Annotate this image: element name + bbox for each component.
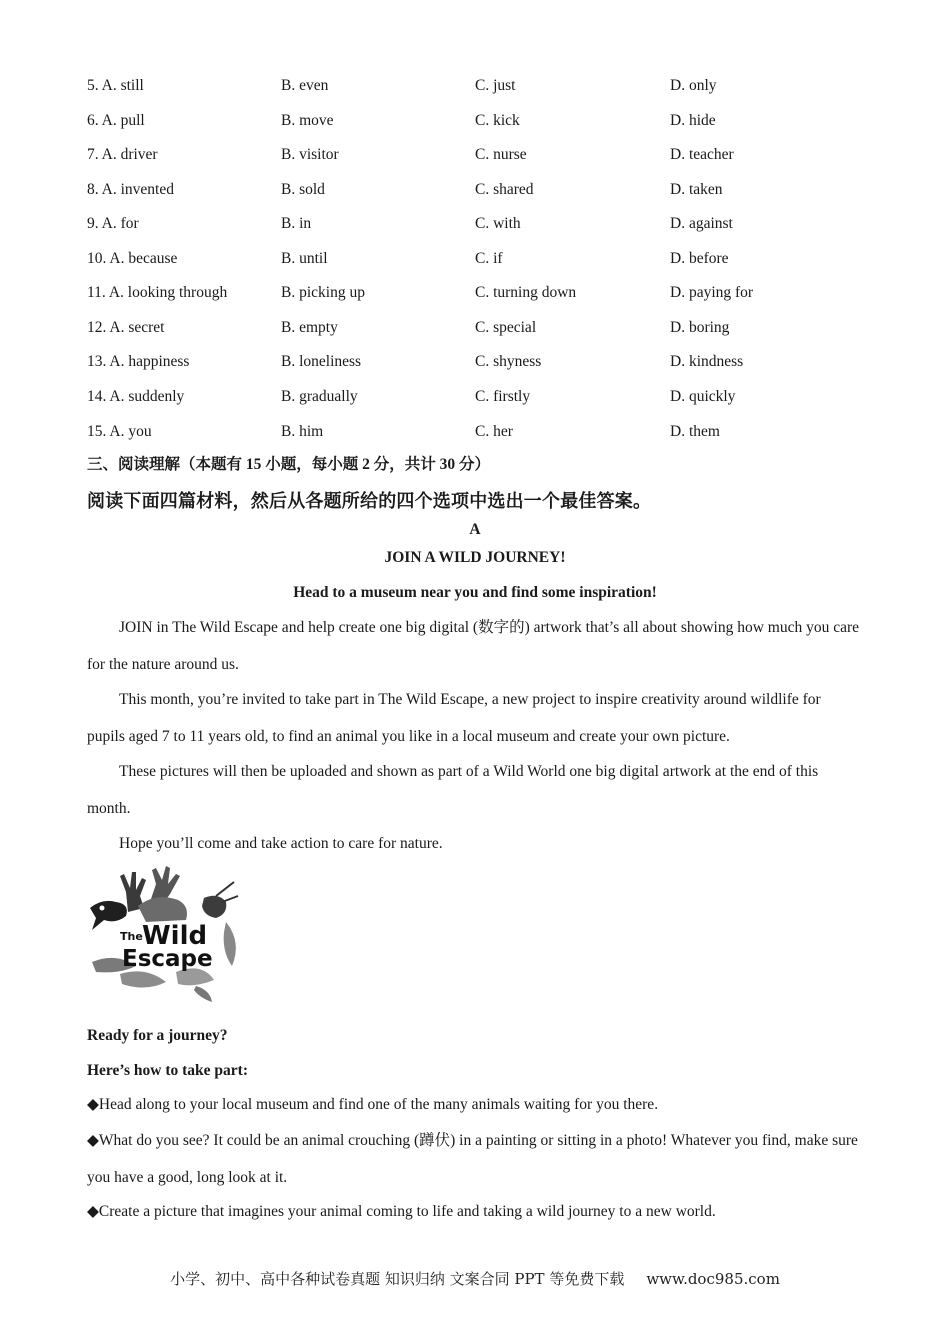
footer-text: 小学、初中、高中各种试卷真题 知识归纳 文案合同 PPT 等免费下载: [170, 1270, 625, 1288]
option-choice: D. paying for: [670, 284, 754, 301]
option-choice: B. picking up: [281, 284, 365, 301]
option-choice: 15. A. you: [87, 423, 152, 440]
option-choice: D. boring: [670, 319, 730, 336]
option-choice: C. special: [475, 319, 537, 336]
option-choice: 8. A. invented: [87, 181, 174, 198]
paragraph-3-text: These pictures will then be uploaded and shown as part of a Wild World one big digital artwork at the end of this month.: [87, 763, 819, 817]
option-choice: B. sold: [281, 181, 325, 198]
option-choice: D. teacher: [670, 146, 734, 163]
ready-heading: Ready for a journey?: [87, 1027, 228, 1044]
option-choice: B. gradually: [281, 388, 358, 405]
option-choice: B. visitor: [281, 146, 339, 163]
paragraph-1-text: JOIN in The Wild Escape and help create one big digital (数字的) artwork that’s all about showing how much you care for the nature around us.: [87, 619, 860, 673]
option-choice: 6. A. pull: [87, 112, 145, 129]
option-choice: C. firstly: [475, 388, 531, 405]
passage-subtitle: Head to a museum near you and find some inspiration!: [293, 584, 657, 601]
option-choice: 5. A. still: [87, 77, 144, 94]
svg-text:Wild: Wild: [142, 921, 208, 951]
bullet-1: ◆Head along to your local museum and find one of the many animals waiting for you there.: [87, 1096, 659, 1113]
option-choice: C. kick: [475, 112, 520, 129]
paragraph-3: [87, 753, 862, 827]
how-heading: Here’s how to take part:: [87, 1062, 248, 1079]
option-choice: C. turning down: [475, 284, 577, 301]
section-heading: 三、阅读理解（本题有 15 小题，每小题 2 分，共计 30 分）: [87, 456, 491, 473]
option-choice: D. kindness: [670, 353, 744, 370]
paragraph-4: [87, 825, 862, 862]
wild-escape-logo: [86, 862, 242, 1002]
option-choice: B. move: [281, 112, 334, 129]
option-choice: B. loneliness: [281, 353, 362, 370]
option-choice: D. against: [670, 215, 733, 232]
passage-title: JOIN A WILD JOURNEY!: [384, 549, 566, 566]
footer-url: www.doc985.com: [646, 1270, 780, 1288]
svg-text:Escape: Escape: [122, 946, 213, 972]
instructions: 阅读下面四篇材料，然后从各题所给的四个选项中选出一个最佳答案。: [87, 491, 652, 512]
paragraph-4-text: Hope you’ll come and take action to care for nature.: [119, 835, 443, 852]
option-choice: B. until: [281, 250, 328, 267]
bullet-2: ◆What do you see? It could be an animal crouching (蹲伏) in a painting or sitting in a photo! Whatever you find, make sure you have a good, long look at it.: [87, 1132, 858, 1186]
paragraph-2-text: This month, you’re invited to take part in The Wild Escape, a new project to inspire creativity around wildlife for pupils aged 7 to 11 years old, to find an animal you like in a local museum and create your own picture.: [87, 691, 821, 745]
option-choice: D. before: [670, 250, 729, 267]
option-choice: D. only: [670, 77, 717, 94]
option-choice: D. quickly: [670, 388, 736, 405]
option-choice: B. even: [281, 77, 329, 94]
option-choice: B. him: [281, 423, 324, 440]
option-choice: C. shared: [475, 181, 534, 198]
option-choice: C. just: [475, 77, 516, 94]
option-choice: D. hide: [670, 112, 716, 129]
option-choice: 7. A. driver: [87, 146, 158, 163]
option-choice: C. if: [475, 250, 503, 267]
option-choice: D. them: [670, 423, 720, 440]
paragraph-1: [87, 609, 862, 683]
option-choice: C. her: [475, 423, 513, 440]
paragraph-2: [87, 681, 862, 755]
option-choice: 11. A. looking through: [87, 284, 228, 301]
option-choice: C. with: [475, 215, 521, 232]
passage-letter: A: [469, 521, 481, 538]
option-choice: 9. A. for: [87, 215, 139, 232]
option-choice: B. empty: [281, 319, 338, 336]
option-choice: D. taken: [670, 181, 723, 198]
page-footer: [0, 1268, 950, 1290]
option-choice: 10. A. because: [87, 250, 178, 267]
option-choice: C. shyness: [475, 353, 542, 370]
svg-text:The: The: [120, 930, 143, 943]
bullet-3: ◆Create a picture that imagines your animal coming to life and taking a wild journey to a new world.: [87, 1203, 716, 1220]
option-choice: 12. A. secret: [87, 319, 165, 336]
option-choice: 13. A. happiness: [87, 353, 190, 370]
option-choice: 14. A. suddenly: [87, 388, 185, 405]
option-choice: C. nurse: [475, 146, 527, 163]
option-choice: B. in: [281, 215, 312, 232]
